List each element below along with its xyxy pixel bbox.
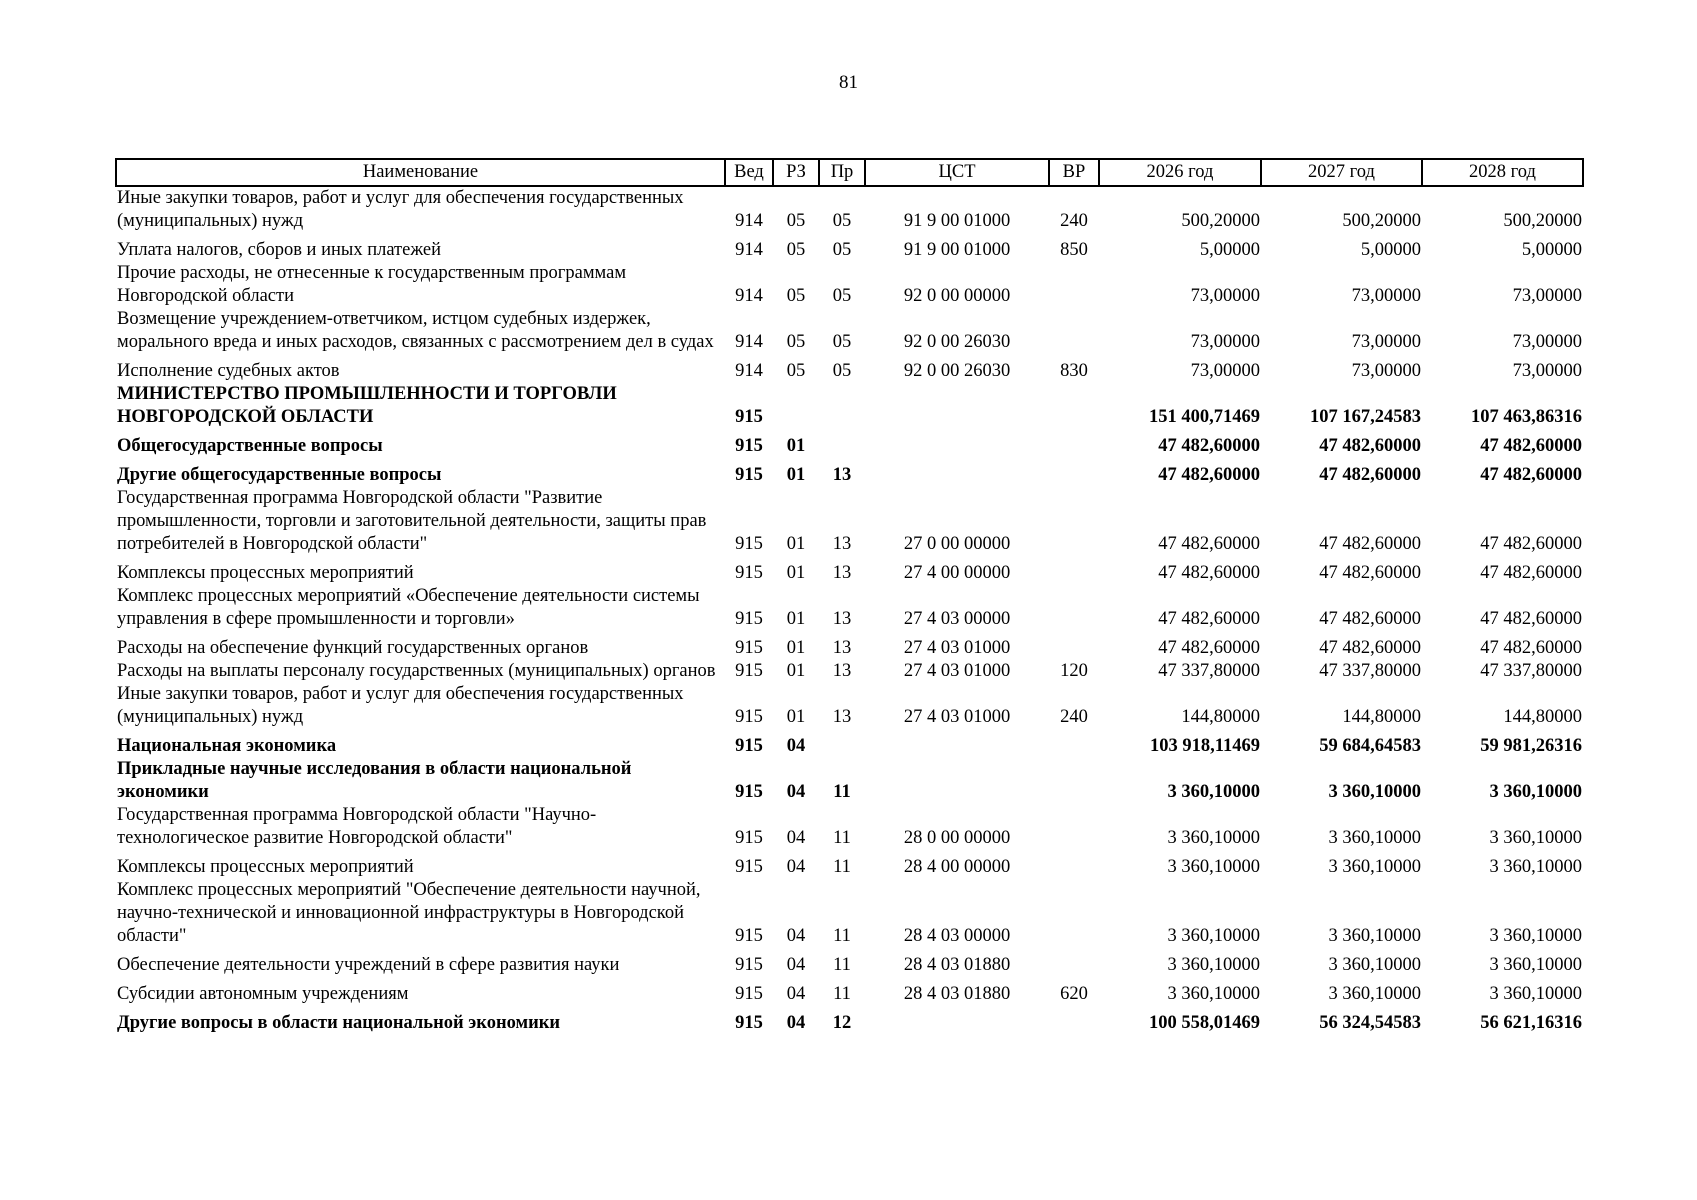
- row-ved: 914: [735, 286, 763, 306]
- row-name: Другие общегосударственные вопросы: [117, 465, 442, 485]
- row-2027: 47 337,80000: [1319, 661, 1421, 681]
- table-row: [116, 804, 1583, 850]
- row-2027: 73,00000: [1351, 361, 1421, 381]
- table-row: [116, 631, 1583, 660]
- table-row: [116, 1006, 1583, 1035]
- row-2027: 5,00000: [1360, 240, 1421, 260]
- row-rz: 04: [786, 926, 806, 946]
- row-name: Иные закупки товаров, работ и услуг для обеспечения государственных (муниципальных) нужд: [117, 684, 684, 727]
- table-row: [116, 850, 1583, 879]
- table-row: [116, 879, 1583, 948]
- row-ved: 914: [735, 240, 763, 260]
- row-2027: 3 360,10000: [1328, 828, 1421, 848]
- row-2028: 47 482,60000: [1480, 436, 1582, 456]
- row-cst: [865, 383, 1049, 429]
- row-2027: 47 482,60000: [1319, 436, 1421, 456]
- row-2026: 500,20000: [1181, 211, 1260, 231]
- row-2027: 47 482,60000: [1319, 465, 1421, 485]
- row-name: МИНИСТЕРСТВО ПРОМЫШЛЕННОСТИ И ТОРГОВЛИ НОВГОРОДСКОЙ ОБЛАСТИ: [117, 384, 617, 427]
- row-ved: 915: [735, 563, 763, 583]
- row-2027: 3 360,10000: [1328, 782, 1421, 802]
- row-cst: 27 4 03 00000: [903, 609, 1011, 629]
- row-vr: [1049, 383, 1099, 429]
- table-row: [116, 262, 1583, 308]
- row-name: Прикладные научные исследования в области национальной экономики: [117, 759, 632, 802]
- row-name: Государственная программа Новгородской области "Развитие промышленности, торговли и заготовительной деятельности, защиты прав потребителей в Новгородской области": [117, 488, 707, 554]
- row-name: Расходы на выплаты персоналу государственных (муниципальных) органов: [117, 661, 716, 681]
- row-rz: 05: [786, 286, 806, 306]
- row-2028: 3 360,10000: [1489, 955, 1582, 975]
- row-ved: 915: [735, 857, 763, 877]
- header-name: Наименование: [116, 159, 725, 186]
- row-cst: 92 0 00 00000: [903, 286, 1011, 306]
- row-vr: [1049, 262, 1099, 308]
- row-2028: 500,20000: [1503, 211, 1582, 231]
- row-2026: 47 482,60000: [1158, 534, 1260, 554]
- row-pr: 13: [832, 609, 852, 629]
- row-2026: 47 482,60000: [1158, 638, 1260, 658]
- row-2026: 73,00000: [1190, 332, 1260, 352]
- table-row: [116, 729, 1583, 758]
- row-pr: 05: [832, 361, 852, 381]
- row-rz: 01: [786, 563, 806, 583]
- row-ved: 914: [735, 332, 763, 352]
- row-name: Иные закупки товаров, работ и услуг для обеспечения государственных (муниципальных) нужд: [117, 188, 684, 231]
- row-name: Возмещение учреждением-ответчиком, истцом судебных издержек, морального вреда и иных расходов, связанных с рассмотрением дел в судах: [117, 309, 714, 352]
- row-name: Уплата налогов, сборов и иных платежей: [117, 240, 442, 260]
- table-row: [116, 948, 1583, 977]
- row-vr: [1049, 308, 1099, 354]
- row-cst: [865, 729, 1049, 758]
- row-2028: 107 463,86316: [1471, 407, 1582, 427]
- row-name: Комплекс процессных мероприятий "Обеспечение деятельности научной, научно-технической и инновационной инфраструктуры в Новгородской области": [117, 880, 701, 946]
- row-name: Расходы на обеспечение функций государственных органов: [117, 638, 589, 658]
- row-2028: 3 360,10000: [1489, 828, 1582, 848]
- row-name: Национальная экономика: [117, 736, 337, 756]
- row-vr: [1049, 758, 1099, 804]
- row-rz: 05: [786, 332, 806, 352]
- row-2026: 144,80000: [1181, 707, 1260, 727]
- row-cst: 27 4 03 01000: [903, 661, 1011, 681]
- row-ved: 915: [735, 782, 763, 802]
- row-ved: 915: [735, 465, 763, 485]
- row-pr: 13: [832, 707, 852, 727]
- row-ved: 915: [735, 609, 763, 629]
- row-2027: 47 482,60000: [1319, 534, 1421, 554]
- row-pr: [819, 729, 865, 758]
- row-cst: [865, 458, 1049, 487]
- row-name: Комплексы процессных мероприятий: [117, 857, 414, 877]
- row-ved: 915: [735, 661, 763, 681]
- table-row: [116, 758, 1583, 804]
- table-body: [116, 186, 1583, 1035]
- row-2028: 47 482,60000: [1480, 534, 1582, 554]
- table-row: [116, 585, 1583, 631]
- row-2028: 59 981,26316: [1480, 736, 1582, 756]
- row-vr: [1049, 850, 1099, 879]
- row-2027: 47 482,60000: [1319, 638, 1421, 658]
- row-vr: 850: [1060, 240, 1088, 260]
- row-2028: 3 360,10000: [1489, 857, 1582, 877]
- row-ved: 914: [735, 361, 763, 381]
- row-2028: 3 360,10000: [1489, 926, 1582, 946]
- row-name: Исполнение судебных актов: [117, 361, 340, 381]
- row-cst: 28 4 03 01880: [903, 984, 1011, 1004]
- row-name: Прочие расходы, не отнесенные к государственным программам Новгородской области: [117, 263, 627, 306]
- row-ved: 915: [735, 407, 763, 427]
- row-rz: 01: [786, 707, 806, 727]
- row-cst: 27 4 03 01000: [903, 638, 1011, 658]
- row-2026: 103 918,11469: [1150, 736, 1260, 756]
- row-2026: 100 558,01469: [1149, 1013, 1260, 1033]
- row-pr: 13: [832, 465, 852, 485]
- row-name: Государственная программа Новгородской области "Научно-технологическое развитие Новгородской области": [117, 805, 597, 848]
- row-cst: 28 4 03 01880: [903, 955, 1011, 975]
- row-2028: 73,00000: [1512, 332, 1582, 352]
- row-vr: [1049, 948, 1099, 977]
- table-row: [116, 556, 1583, 585]
- row-pr: 11: [833, 926, 851, 946]
- table-row: [116, 354, 1583, 383]
- table-row: [116, 429, 1583, 458]
- row-pr: 05: [832, 211, 852, 231]
- row-ved: 915: [735, 736, 763, 756]
- row-cst: 91 9 00 01000: [903, 240, 1011, 260]
- row-rz: 01: [786, 436, 806, 456]
- row-cst: 92 0 00 26030: [903, 361, 1011, 381]
- row-2028: 144,80000: [1503, 707, 1582, 727]
- table-row: [116, 683, 1583, 729]
- row-vr: [1049, 879, 1099, 948]
- row-cst: 28 0 00 00000: [903, 828, 1011, 848]
- table-header: [116, 159, 1583, 186]
- row-2028: 5,00000: [1521, 240, 1582, 260]
- row-2026: 151 400,71469: [1149, 407, 1260, 427]
- table-row: [116, 233, 1583, 262]
- row-rz: 04: [786, 736, 806, 756]
- budget-table: [115, 158, 1584, 1035]
- row-2027: 107 167,24583: [1310, 407, 1421, 427]
- row-pr: [819, 383, 865, 429]
- row-2026: 47 482,60000: [1158, 465, 1260, 485]
- table-row: [116, 308, 1583, 354]
- row-2026: 47 482,60000: [1158, 563, 1260, 583]
- row-2028: 47 482,60000: [1480, 563, 1582, 583]
- row-2026: 3 360,10000: [1167, 984, 1260, 1004]
- header-row: [116, 159, 1583, 186]
- row-rz: 05: [786, 361, 806, 381]
- row-cst: [865, 429, 1049, 458]
- header-2026: 2026 год: [1099, 159, 1261, 186]
- row-2028: 73,00000: [1512, 286, 1582, 306]
- row-vr: 240: [1060, 211, 1088, 231]
- row-name: Субсидии автономным учреждениям: [117, 984, 409, 1004]
- row-name: Комплексы процессных мероприятий: [117, 563, 414, 583]
- row-2028: 47 482,60000: [1480, 465, 1582, 485]
- row-name: Общегосударственные вопросы: [117, 436, 383, 456]
- row-ved: 915: [735, 828, 763, 848]
- table-row: [116, 186, 1583, 233]
- row-2027: 144,80000: [1342, 707, 1421, 727]
- row-2026: 47 482,60000: [1158, 436, 1260, 456]
- row-pr: 05: [832, 240, 852, 260]
- row-cst: 28 4 03 00000: [903, 926, 1011, 946]
- table-row: [116, 977, 1583, 1006]
- row-2027: 3 360,10000: [1328, 984, 1421, 1004]
- row-rz: 04: [786, 1013, 806, 1033]
- row-2026: 5,00000: [1199, 240, 1260, 260]
- row-pr: 11: [833, 828, 851, 848]
- row-vr: [1049, 804, 1099, 850]
- row-ved: 915: [735, 436, 763, 456]
- row-2026: 73,00000: [1190, 286, 1260, 306]
- row-cst: 28 4 00 00000: [903, 857, 1011, 877]
- row-name: Обеспечение деятельности учреждений в сфере развития науки: [117, 955, 620, 975]
- row-2027: 47 482,60000: [1319, 563, 1421, 583]
- row-2026: 3 360,10000: [1167, 926, 1260, 946]
- row-2028: 3 360,10000: [1489, 782, 1582, 802]
- row-2026: 3 360,10000: [1167, 782, 1260, 802]
- row-pr: 11: [833, 782, 851, 802]
- row-rz: 04: [786, 955, 806, 975]
- row-vr: [1049, 429, 1099, 458]
- row-2028: 56 621,16316: [1480, 1013, 1582, 1033]
- row-ved: 914: [735, 211, 763, 231]
- row-2027: 56 324,54583: [1319, 1013, 1421, 1033]
- header-rz: РЗ: [773, 159, 819, 186]
- row-cst: 27 4 00 00000: [903, 563, 1011, 583]
- row-2027: 3 360,10000: [1328, 955, 1421, 975]
- row-vr: [1049, 556, 1099, 585]
- row-name: Другие вопросы в области национальной экономики: [117, 1013, 561, 1033]
- row-2028: 47 337,80000: [1480, 661, 1582, 681]
- row-2028: 3 360,10000: [1489, 984, 1582, 1004]
- table-row: [116, 487, 1583, 556]
- row-pr: 12: [832, 1013, 852, 1033]
- row-2026: 3 360,10000: [1167, 955, 1260, 975]
- row-2026: 3 360,10000: [1167, 828, 1260, 848]
- row-vr: [1049, 487, 1099, 556]
- row-2028: 47 482,60000: [1480, 638, 1582, 658]
- page-number: 81: [839, 72, 858, 93]
- header-2028: 2028 год: [1422, 159, 1583, 186]
- row-rz: 01: [786, 534, 806, 554]
- row-pr: 11: [833, 955, 851, 975]
- row-vr: [1049, 1006, 1099, 1035]
- row-2026: 47 337,80000: [1158, 661, 1260, 681]
- row-vr: 620: [1060, 984, 1088, 1004]
- row-2027: 73,00000: [1351, 332, 1421, 352]
- header-2027: 2027 год: [1261, 159, 1422, 186]
- row-2027: 47 482,60000: [1319, 609, 1421, 629]
- row-vr: [1049, 585, 1099, 631]
- row-pr: 11: [833, 984, 851, 1004]
- row-2027: 3 360,10000: [1328, 926, 1421, 946]
- row-2027: 59 684,64583: [1319, 736, 1421, 756]
- row-pr: 05: [832, 286, 852, 306]
- row-ved: 915: [735, 534, 763, 554]
- row-pr: 13: [832, 534, 852, 554]
- row-pr: 13: [832, 638, 852, 658]
- row-vr: [1049, 729, 1099, 758]
- row-ved: 915: [735, 707, 763, 727]
- row-rz: 04: [786, 782, 806, 802]
- row-cst: 27 4 03 01000: [903, 707, 1011, 727]
- row-vr: 830: [1060, 361, 1088, 381]
- row-rz: 01: [786, 661, 806, 681]
- header-ved: Вед: [725, 159, 773, 186]
- row-name: Комплекс процессных мероприятий «Обеспечение деятельности системы управления в сфере промышленности и торговли»: [117, 586, 700, 629]
- row-2026: 73,00000: [1190, 361, 1260, 381]
- header-cst: ЦСТ: [865, 159, 1049, 186]
- row-cst: [865, 758, 1049, 804]
- row-rz: 01: [786, 609, 806, 629]
- row-2026: 3 360,10000: [1167, 857, 1260, 877]
- row-ved: 915: [735, 1013, 763, 1033]
- row-rz: [773, 383, 819, 429]
- table-row: [116, 458, 1583, 487]
- row-pr: 05: [832, 332, 852, 352]
- row-2027: 73,00000: [1351, 286, 1421, 306]
- row-2026: 47 482,60000: [1158, 609, 1260, 629]
- row-vr: [1049, 458, 1099, 487]
- row-2028: 47 482,60000: [1480, 609, 1582, 629]
- row-rz: 04: [786, 857, 806, 877]
- row-vr: [1049, 631, 1099, 660]
- row-rz: 05: [786, 240, 806, 260]
- table-row: [116, 383, 1583, 429]
- row-ved: 915: [735, 638, 763, 658]
- header-pr: Пр: [819, 159, 865, 186]
- header-vr: ВР: [1049, 159, 1099, 186]
- row-2028: 73,00000: [1512, 361, 1582, 381]
- row-cst: [865, 1006, 1049, 1035]
- row-pr: 13: [832, 661, 852, 681]
- row-ved: 915: [735, 926, 763, 946]
- row-ved: 915: [735, 984, 763, 1004]
- row-pr: 11: [833, 857, 851, 877]
- row-rz: 01: [786, 465, 806, 485]
- row-2027: 3 360,10000: [1328, 857, 1421, 877]
- row-cst: 27 0 00 00000: [903, 534, 1011, 554]
- row-2027: 500,20000: [1342, 211, 1421, 231]
- row-rz: 04: [786, 984, 806, 1004]
- row-vr: 120: [1060, 661, 1088, 681]
- row-cst: 91 9 00 01000: [903, 211, 1011, 231]
- row-vr: 240: [1060, 707, 1088, 727]
- row-rz: 04: [786, 828, 806, 848]
- row-pr: 13: [832, 563, 852, 583]
- table-row: [116, 660, 1583, 683]
- row-rz: 05: [786, 211, 806, 231]
- row-pr: [819, 429, 865, 458]
- row-rz: 01: [786, 638, 806, 658]
- row-cst: 92 0 00 26030: [903, 332, 1011, 352]
- row-ved: 915: [735, 955, 763, 975]
